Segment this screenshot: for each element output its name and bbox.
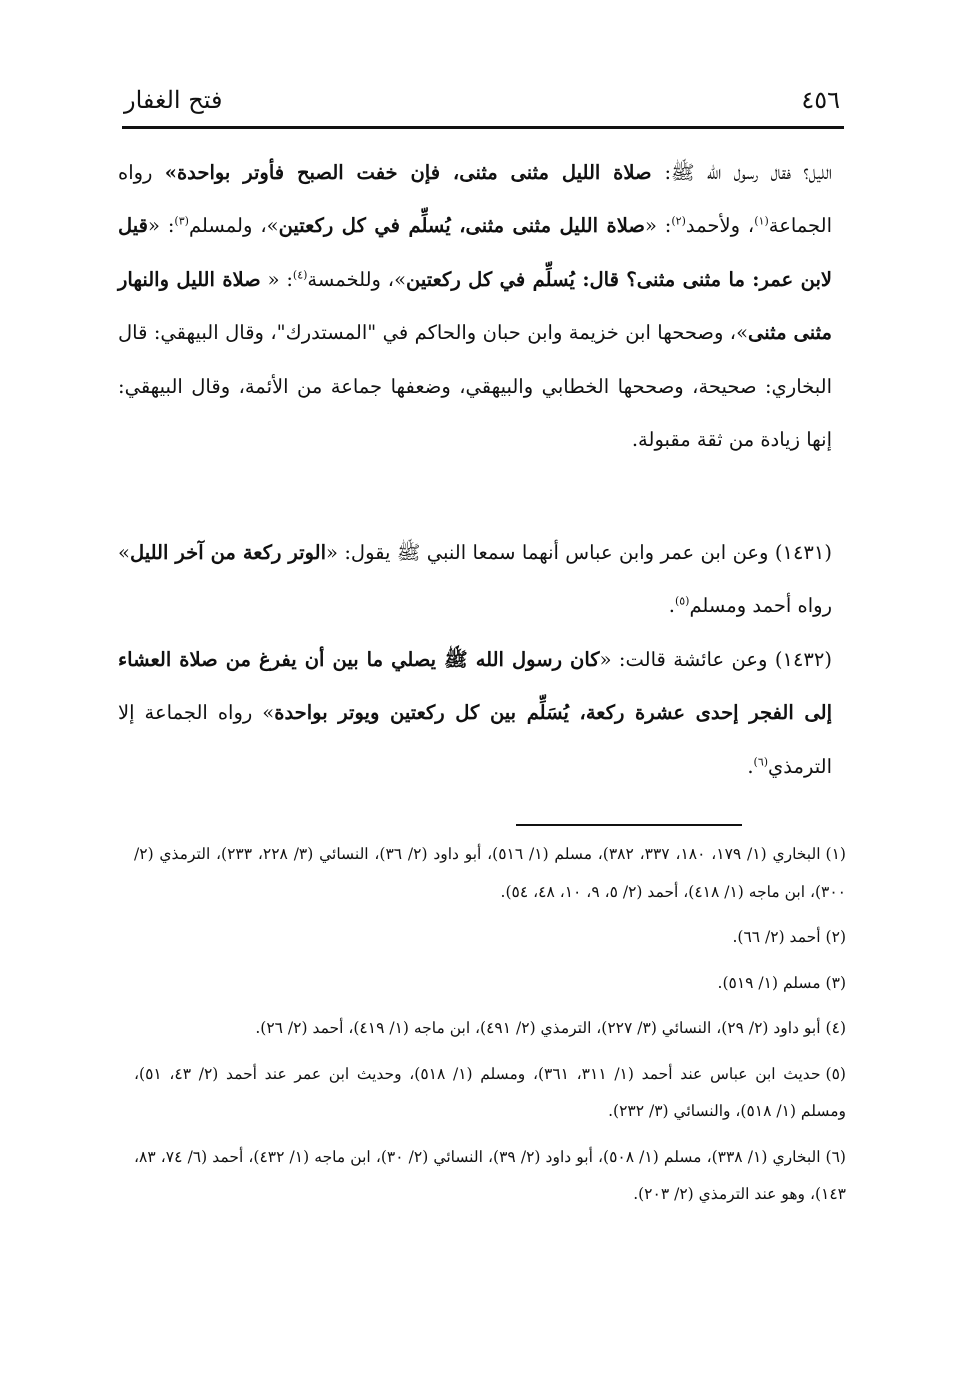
- footnote-number: (٣): [825, 973, 846, 992]
- paragraph-hadith-continuation: [118, 146, 832, 466]
- hadith-text: الوتر ركعة من آخر الليل: [129, 541, 327, 564]
- text-segment: : «: [260, 267, 293, 291]
- footnote-number: (١): [825, 845, 846, 863]
- paragraph-hadith-1432: [118, 633, 832, 793]
- book-title: فتح الغفار: [124, 86, 223, 114]
- footnote-text: البخاري (١/ ١٧٩، ١٨٠، ٣٣٧، ٣٨٢)، مسلم (١/ ٥١٦)، أبو داود (٢/ ٣٦)، النسائي (٣/ ٢٢٨، ٢٣٣)، الترمذي (٢/ ٣٠٠)، ابن ماجه (١/ ٤١٨)، أحمد (٢/ ٥، ٩، ١٠، ٤٨، ٥٤).: [134, 845, 846, 901]
- text-segment: » رواه أحمد ومسلم: [118, 541, 832, 618]
- footnote-separator: [516, 824, 742, 826]
- text-segment: (١٤٣١) وعن ابن عمر وابن عباس أنهما سمعا النبي ﷺ يقول: «: [326, 541, 832, 564]
- footnote-text: مسلم (١/ ٥١٩).: [717, 973, 821, 992]
- footnote-number: (٤): [825, 1019, 846, 1037]
- text-segment: .: [747, 754, 754, 778]
- footnote-reference: (٦): [753, 755, 769, 769]
- text-segment: الليل؟ فقال رسول الله ﷺ:: [664, 161, 832, 184]
- footnote-text: البخاري (١/ ٣٣٨)، مسلم (١/ ٥٠٨)، أبو داود (٢/ ٣٩)، النسائي (٢/ ٣٠)، ابن ماجه (١/ ٤٣٢)، أحمد (٦/ ٧٤، ٨٣، ١٤٣)، وهو عند الترمذي (٢/ ٢٠٣).: [134, 1147, 846, 1203]
- page-number: ٤٥٦: [801, 86, 840, 114]
- hadith-text: كان رسول الله ﷺ يصلي ما بين أن يفرغ من صلاة العشاء إلى الفجر إحدى عشرة ركعة، يُسَلِّم بين كل ركعتين ويوتر بواحدة: [118, 648, 832, 725]
- text-segment: (١٤٣٢) وعن عائشة قالت: «: [599, 648, 832, 671]
- footnote-number: (٥): [825, 1064, 846, 1083]
- header-rule: [122, 126, 844, 129]
- footnote-reference: (٥): [674, 594, 690, 608]
- footnote-text: أحمد (٢/ ٦٦).: [732, 928, 821, 946]
- hadith-text: صلاة الليل مثنى مثنى، فإن خفت الصبح فأوتر بواحدة»: [164, 161, 665, 184]
- hadith-text: قيل لابن عمر: ما مثنى مثنى؟ قال: يُسلِّم في كل ركعتين: [118, 214, 832, 291]
- text-segment: .: [668, 594, 675, 618]
- paragraph-hadith-1431: [118, 526, 832, 633]
- footnote: [134, 919, 846, 957]
- footnote-text: حديث ابن عباس عند أحمد (١/ ٣١١، ٣٦١)، ومسلم (١/ ٥١٨)، وحديث ابن عمر عند أحمد (٢/ ٤٣، ٥١)، ومسلم (١/ ٥١٨)، والنسائي (٣/ ٢٣٢).: [134, 1064, 846, 1120]
- text-segment: »، وصححها ابن خزيمة وابن حبان والحاكم في "المستدرك"، وقال البيهقي: قال البخاري: صحيحة، وصححها الخطابي والبيهقي، وضعفها جماعة من الأئمة، وقال البيهقي: إنها زيادة من ثقة مقبولة.: [118, 321, 832, 452]
- text-segment: » رواه الجماعة إلا الترمذي: [118, 701, 832, 778]
- footnote-reference: (٣): [174, 214, 189, 228]
- footnote: [134, 1010, 846, 1048]
- footnote-reference: (٤): [292, 268, 308, 282]
- text-segment: رواه الجماعة: [118, 161, 832, 238]
- footnote: [134, 1056, 846, 1131]
- text-segment: »، ولمسلم: [188, 214, 279, 238]
- footnotes: [134, 836, 846, 1222]
- text-segment: : «: [147, 214, 175, 238]
- footnote-number: (٢): [825, 928, 846, 946]
- footnote-text: أبو داود (٢/ ٢٩)، النسائي (٣/ ٢٢٧)، الترمذي (٢/ ٤٩١)، ابن ماجه (١/ ٤١٩)، أحمد (٢/ ٢٦).: [255, 1019, 821, 1037]
- footnote: [134, 1139, 846, 1214]
- footnote-reference: (٢): [671, 214, 686, 228]
- page-header: [124, 82, 840, 122]
- text-segment: ، ولأحمد: [685, 214, 755, 238]
- hadith-text: صلاة الليل مثنى مثنى، يُسلِّم في كل ركعتين: [278, 214, 645, 238]
- text-segment: : «: [644, 214, 672, 238]
- footnote: [134, 965, 846, 1003]
- footnote-number: (٦): [825, 1147, 846, 1166]
- footnote: [134, 836, 846, 911]
- footnote-reference: (١): [754, 214, 769, 228]
- text-segment: »، وللخمسة: [307, 267, 407, 291]
- hadith-text: صلاة الليل والنهار مثنى مثنى: [118, 267, 832, 345]
